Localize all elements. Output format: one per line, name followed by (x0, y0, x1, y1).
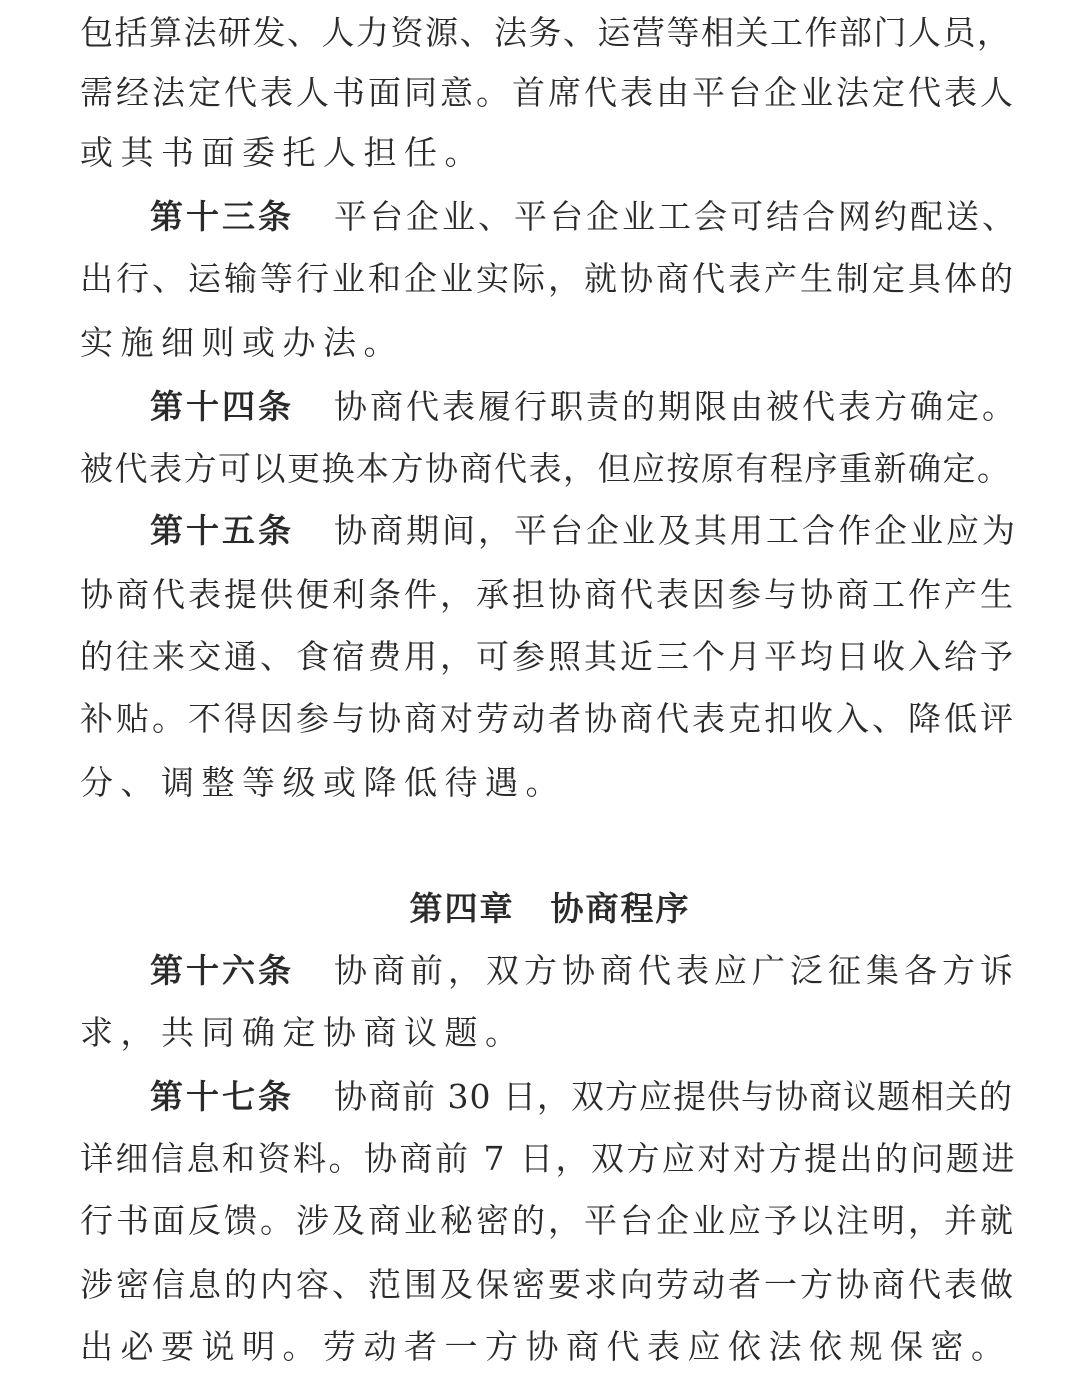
art13-title: 第十三条 (150, 197, 294, 236)
art14-first-line (150, 382, 1018, 432)
intro-line-1: 包括算法研发、人力资源、法务、运营等相关工作部门人员， (80, 13, 1012, 52)
art13-line-3: 实施细则或办法。 (80, 323, 404, 362)
art15-title: 第十五条 (150, 511, 294, 550)
art17-line-2: 详细信息和资料。协商前 7 日，双方应对对方提出的问题进 (80, 1139, 1017, 1178)
art17-title: 第十七条 (150, 1077, 294, 1116)
art16-first-line (150, 946, 1018, 996)
art13-line-2: 出行、运输等行业和企业实际，就协商代表产生制定具体的 (80, 259, 1016, 298)
chapter-name: 协商程序 (550, 889, 691, 928)
art16-title: 第十六条 (150, 951, 294, 990)
chapter-number: 第四章 (409, 889, 515, 928)
art14-line-2: 被代表方可以更换本方协商代表，但应按原有程序重新确定。 (80, 449, 1012, 488)
art17-line-4: 涉密信息的内容、范围及保密要求向劳动者一方协商代表做 (80, 1265, 1016, 1304)
art17-line-5: 出必要说明。劳动者一方协商代表应依法依规保密。 (80, 1327, 1012, 1366)
intro-line-3: 或其书面委托人担任。 (80, 133, 485, 172)
art13-line-1: 平台企业、平台企业工会可结合网约配送、 (334, 197, 1018, 236)
art17-first-line (150, 1072, 1013, 1122)
art14-line-1: 协商代表履行职责的期限由被代表方确定。 (334, 387, 1018, 426)
intro-line-2: 需经法定代表人书面同意。首席代表由平台企业法定代表人 (80, 73, 1016, 112)
chapter-heading (80, 884, 1020, 934)
art15-line-3: 的往来交通、食宿费用，可参照其近三个月平均日收入给予 (80, 637, 1016, 676)
art15-first-line (150, 506, 1018, 556)
art16-line-2: 求，共同确定协商议题。 (80, 1013, 526, 1052)
art15-line-1: 协商期间，平台企业及其用工合作企业应为 (334, 511, 1018, 550)
art14-title: 第十四条 (150, 387, 294, 426)
art15-line-4: 补贴。不得因参与协商对劳动者协商代表克扣收入、降低评 (80, 699, 1016, 738)
art16-line-1: 协商前，双方协商代表应广泛征集各方诉 (334, 951, 1018, 990)
art17-line-3: 行书面反馈。涉及商业秘密的，平台企业应予以注明，并就 (80, 1201, 1016, 1240)
art15-line-5: 分、调整等级或降低待遇。 (80, 763, 566, 802)
art15-line-2: 协商代表提供便利条件，承担协商代表因参与协商工作产生 (80, 575, 1016, 614)
art17-line-1: 协商前 30 日，双方应提供与协商议题相关的 (334, 1077, 1013, 1116)
art13-first-line (150, 192, 1018, 242)
